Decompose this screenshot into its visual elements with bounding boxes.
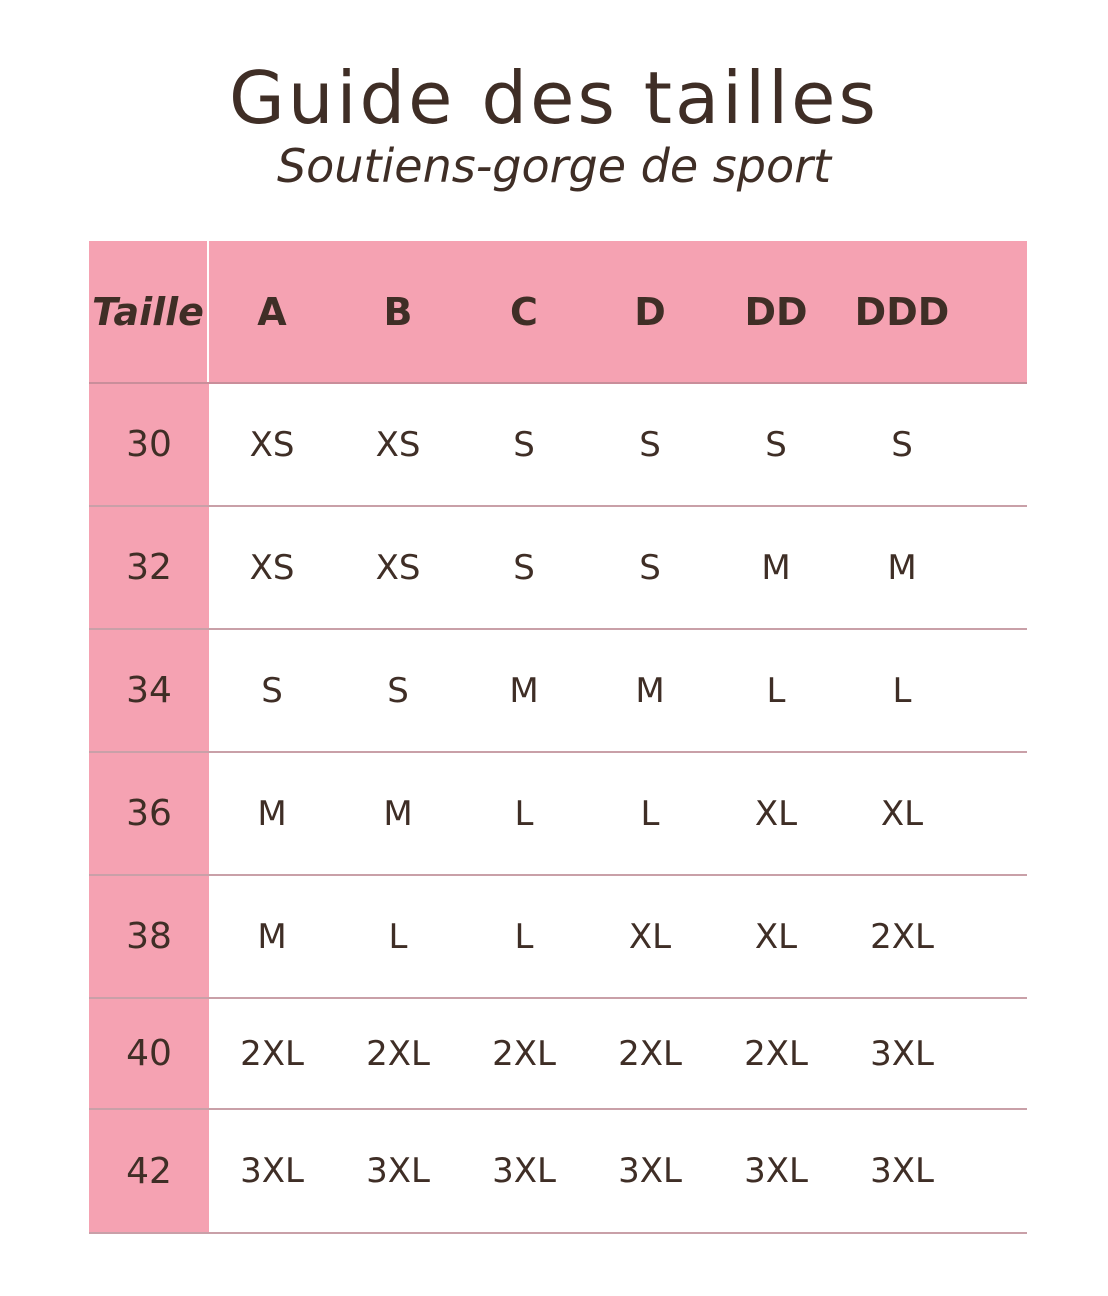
size-cell: M bbox=[887, 547, 917, 588]
row-band-size: 40 bbox=[89, 999, 209, 1108]
size-cell: XS bbox=[375, 547, 421, 588]
page-title: Guide des tailles bbox=[229, 56, 879, 140]
row-band-size: 38 bbox=[89, 876, 209, 997]
size-cell: 3XL bbox=[744, 1151, 808, 1191]
header-cup-d: D bbox=[634, 289, 666, 334]
header-cup-b: B bbox=[383, 289, 413, 334]
size-cell: S bbox=[513, 547, 535, 588]
table-row bbox=[89, 999, 1027, 1110]
page-subtitle: Soutiens-gorge de sport bbox=[276, 139, 832, 193]
size-cell: XL bbox=[880, 793, 924, 834]
size-cell: L bbox=[640, 793, 660, 834]
row-band-size: 42 bbox=[89, 1110, 209, 1232]
size-cell: 3XL bbox=[870, 1033, 934, 1074]
size-cell: XS bbox=[375, 424, 421, 465]
size-cell: L bbox=[514, 793, 534, 834]
size-cell: M bbox=[509, 670, 539, 711]
size-cell: 2XL bbox=[618, 1033, 682, 1074]
table-row bbox=[89, 507, 1027, 630]
header-cup-dd: DD bbox=[744, 289, 808, 334]
size-cell: L bbox=[892, 670, 912, 711]
table-row bbox=[89, 876, 1027, 999]
size-cell: S bbox=[639, 424, 661, 465]
size-chart-table bbox=[89, 241, 1027, 1234]
row-band-size: 30 bbox=[89, 384, 209, 505]
size-cell: XL bbox=[754, 793, 798, 834]
size-cell: 3XL bbox=[870, 1151, 934, 1191]
size-cell: M bbox=[383, 793, 413, 834]
size-cell: L bbox=[766, 670, 786, 711]
size-cell: 3XL bbox=[366, 1151, 430, 1191]
size-cell: M bbox=[257, 916, 287, 957]
size-cell: 2XL bbox=[744, 1033, 808, 1074]
size-cell: 2XL bbox=[870, 916, 934, 957]
size-cell: S bbox=[513, 424, 535, 465]
size-cell: XS bbox=[249, 547, 295, 588]
table-row bbox=[89, 630, 1027, 753]
size-cell: S bbox=[639, 547, 661, 588]
table-row bbox=[89, 753, 1027, 876]
header-size-label: Taille bbox=[89, 241, 209, 382]
size-cell: XL bbox=[628, 916, 672, 957]
size-cell: 3XL bbox=[492, 1151, 556, 1191]
size-cell: XL bbox=[754, 916, 798, 957]
size-cell: S bbox=[261, 670, 283, 711]
row-band-size: 34 bbox=[89, 630, 209, 751]
size-cell: S bbox=[765, 424, 787, 465]
size-cell: M bbox=[635, 670, 665, 711]
size-cell: 2XL bbox=[492, 1033, 556, 1074]
size-cell: 2XL bbox=[240, 1033, 304, 1074]
header-cup-a: A bbox=[257, 289, 287, 334]
size-cell: 3XL bbox=[240, 1151, 304, 1191]
size-cell: L bbox=[388, 916, 408, 957]
size-cell: 3XL bbox=[618, 1151, 682, 1191]
size-cell: S bbox=[387, 670, 409, 711]
table-row bbox=[89, 1110, 1027, 1234]
header-cup-c: C bbox=[510, 289, 538, 334]
row-band-size: 36 bbox=[89, 753, 209, 874]
table-row bbox=[89, 384, 1027, 507]
size-cell: L bbox=[514, 916, 534, 957]
size-cell: XS bbox=[249, 424, 295, 465]
table-header-row bbox=[89, 241, 1027, 384]
row-band-size: 32 bbox=[89, 507, 209, 628]
size-cell: M bbox=[257, 793, 287, 834]
size-cell: 2XL bbox=[366, 1033, 430, 1074]
size-cell: M bbox=[761, 547, 791, 588]
header-cup-ddd: DDD bbox=[854, 289, 950, 334]
size-cell: S bbox=[891, 424, 913, 465]
